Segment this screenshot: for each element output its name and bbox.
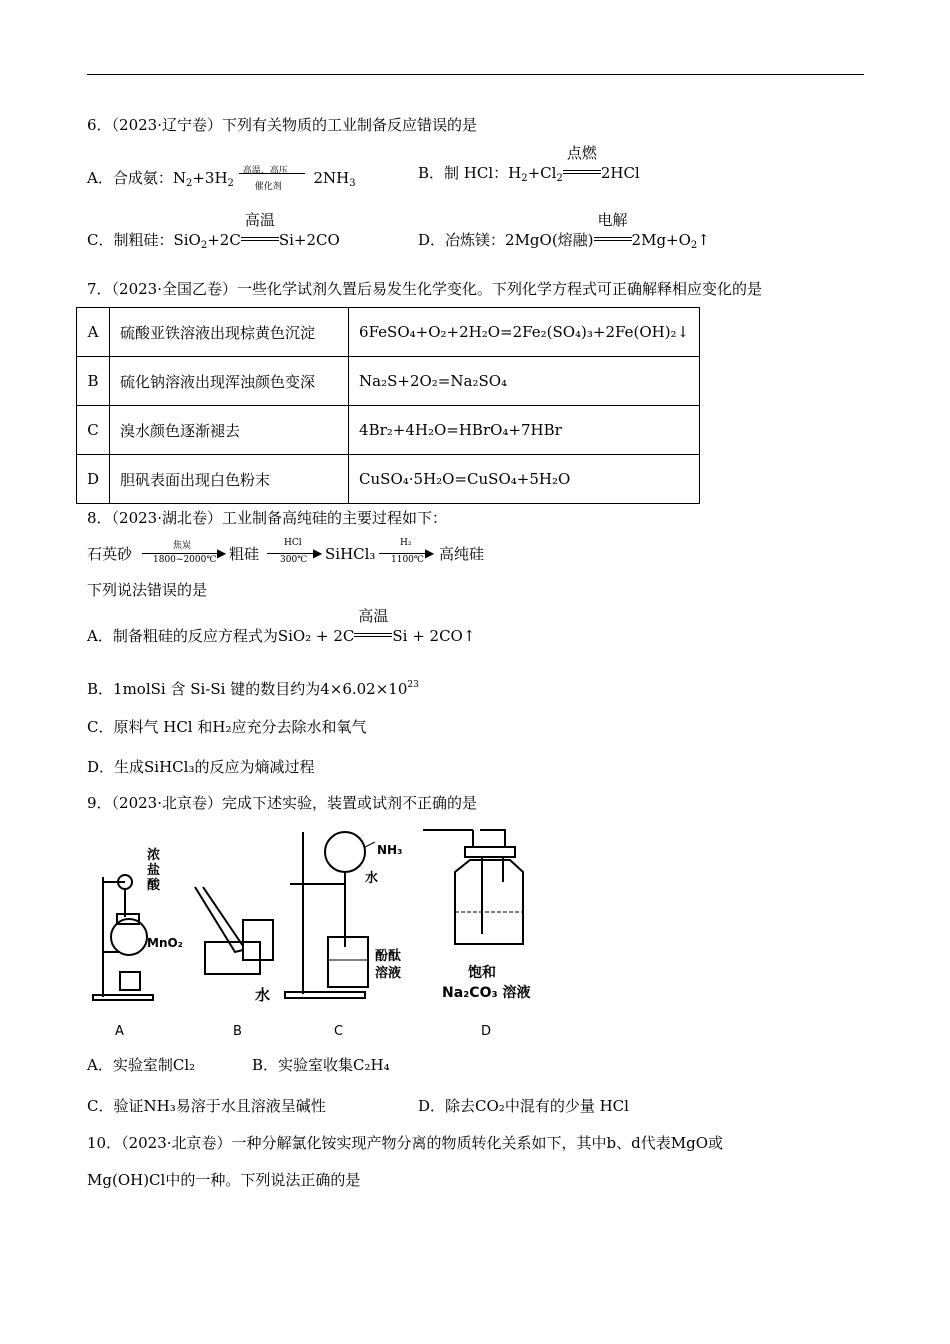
q8-sub: 下列说法错误的是 (87, 581, 208, 599)
fig-a-label-2: 盐 (147, 863, 161, 878)
q9-option-b[interactable]: B．实验室收集C₂H₄ (252, 1056, 390, 1074)
q10-stem-line2: Mg(OH)Cl中的一种。下列说法正确的是 (87, 1171, 361, 1189)
fig-a-label-1: 浓 (147, 848, 161, 863)
fig-b-label: 水 (255, 986, 271, 1004)
table-row[interactable]: A 硫酸亚铁溶液出现棕黄色沉淀 6FeSO₄+O₂+2H₂O=2Fe₂(SO₄)₃+2Fe(OH)₂↓ (77, 308, 700, 357)
table-row[interactable]: B 硫化钠溶液出现浑浊颜色变深 Na₂S+2O₂=Na₂SO₄ (77, 357, 700, 406)
q6-option-a[interactable]: A．合成氨：$N_2+3H_2$ 高温、高压 催化剂 $2NH_3$ (87, 163, 356, 188)
q6-option-c[interactable]: C．制粗硅：SiO$_2$+2C 高温 Si+2CO (87, 211, 340, 251)
fig-caption-b: B (233, 1024, 242, 1039)
header-rule (87, 74, 864, 75)
fig-caption-c: C (334, 1024, 344, 1039)
q9-stem: 9．（2023·北京卷）完成下述实验，装置或试剂不正确的是 (87, 794, 477, 812)
q8-option-b[interactable]: B．1molSi 含 Si-Si 键的数目约为$4\times 6.02\times 10^{23}$ (87, 680, 419, 698)
fig-caption-a: A (115, 1024, 124, 1039)
q8-option-a[interactable]: A．制备粗硅的反应方程式为SiO₂ + 2C 高温 Si + 2CO↑ (87, 607, 476, 645)
q9-option-c[interactable]: C．验证NH₃易溶于水且溶液呈碱性 (87, 1097, 326, 1115)
q7-table (76, 307, 700, 504)
fig-caption-d: D (481, 1024, 492, 1039)
fig-a-label-4: MnO₂ (147, 936, 183, 950)
q8-option-d[interactable]: D．生成SiHCl₃的反应为熵减过程 (87, 758, 315, 776)
table-row[interactable]: C 溴水颜色逐渐褪去 4Br₂+4H₂O=HBrO₄+7HBr (77, 406, 700, 455)
q10-stem-line1: 10．（2023·北京卷）一种分解氯化铵实现产物分离的物质转化关系如下，其中b、d代表MgO或 (87, 1134, 724, 1152)
fig-c-label-2: 水 (365, 871, 379, 886)
q8-flow: 石英砂 焦炭 ▶ 1800~2000℃ 粗硅 HCl ▶ 300℃ SiHCl₃ H₂ ▶ 1100℃ 高纯硅 (87, 538, 485, 565)
table-row[interactable]: D 胆矾表面出现白色粉末 CuSO₄·5H₂O=CuSO₄+5H₂O (77, 455, 700, 504)
q6-stem: 6．（2023·辽宁卷）下列有关物质的工业制备反应错误的是 (87, 116, 477, 134)
q7-stem: 7．（2023·全国乙卷）一些化学试剂久置后易发生化学变化。下列化学方程式可正确解释相应变化的是 (87, 280, 762, 298)
q6-option-d[interactable]: D．冶炼镁：2MgO(熔融) 电解 $2Mg+O_2↑$ (418, 211, 710, 251)
q6-option-b[interactable]: B．制 HCl：$H_2+Cl_2$ 点燃 2HCl (418, 144, 640, 184)
fig-d-label-1: 饱和 (468, 965, 496, 981)
q9-option-a[interactable]: A．实验室制Cl₂ (87, 1056, 196, 1074)
q6-a-condition: 高温、高压 催化剂 (239, 163, 309, 183)
fig-d-label-2: Na₂CO₃ 溶液 (442, 985, 531, 1001)
q8-option-c[interactable]: C．原料气 HCl 和H₂应充分去除水和氧气 (87, 718, 367, 736)
fig-c-label-3: 酚酞 (375, 949, 402, 964)
q9-apparatus-figure (85, 822, 545, 1042)
fig-c-label-1: NH₃ (377, 843, 403, 857)
q9-option-d[interactable]: D．除去CO₂中混有的少量 HCl (418, 1097, 629, 1115)
fig-c-label-4: 溶液 (375, 966, 402, 981)
q8-stem: 8．（2023·湖北卷）工业制备高纯硅的主要过程如下： (87, 509, 447, 527)
fig-a-label-3: 酸 (147, 878, 161, 893)
